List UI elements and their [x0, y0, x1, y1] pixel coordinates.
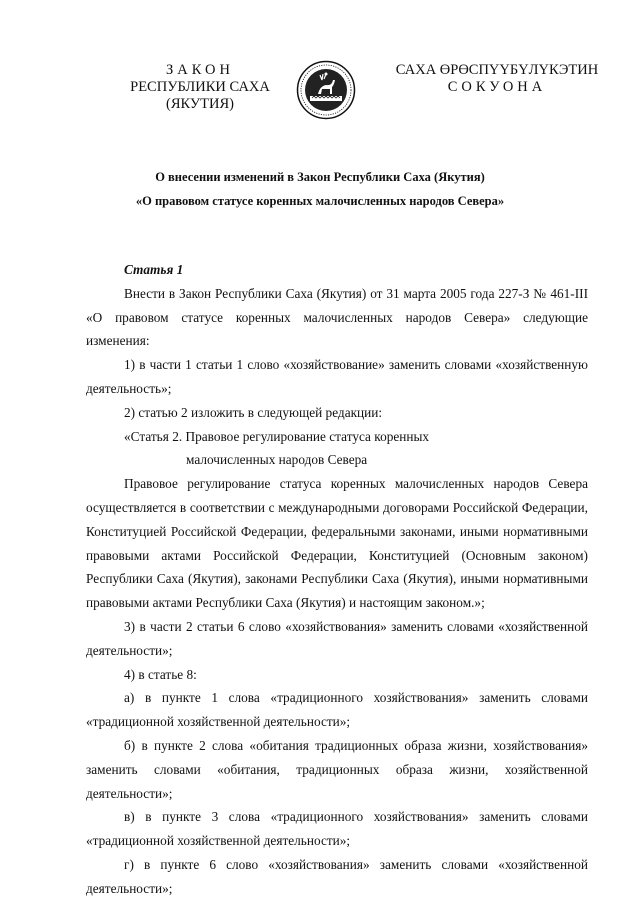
header-right-subtitle: СОКУОНА: [447, 79, 547, 95]
coat-of-arms-emblem: [296, 60, 356, 120]
header-left-subtitle: РЕСПУБЛИКИ САХА (ЯКУТИЯ): [130, 79, 270, 112]
article-item-4a: а) в пункте 1 слова «традиционного хозяйствования» заменить словами «традиционной хозяйственной деятельности»;: [86, 690, 588, 730]
article-item-4g: г) в пункте 6 слово «хозяйствования» заменить словами «хозяйственной деятельности»;: [86, 856, 588, 896]
quoted-article-body: Правовое регулирование статуса коренных малочисленных народов Севера осуществляется в соответствии с международными договорами Российской Федерации, Конституцией Российской Федерации, федеральными законами, иными нормативными правовыми актами Российской Федерации, Конституцией (Основным законом) Республики Саха (Якутия), законами Республики Саха (Якутия), иными нормативными правовыми актами Республики Саха (Якутия) и настоящим законом.»;: [86, 476, 588, 611]
title-line-1: О внесении изменений в Закон Республики Саха (Якутия): [155, 170, 485, 184]
header-right: [392, 62, 602, 96]
article-item-4b: б) в пункте 2 слова «обитания традиционных образа жизни, хозяйствования» заменить словами «обитания, традиционных образа жизни, хозяйственной деятельности»;: [86, 737, 588, 801]
header-left: [100, 62, 300, 113]
article-heading: Статья 1: [124, 262, 184, 277]
article-item-4: 4) в статье 8:: [124, 666, 197, 682]
document-title: [0, 165, 640, 213]
article-intro: Внести в Закон Республики Саха (Якутия) от 31 марта 2005 года 227-З № 461-III «О правовом статусе коренных малочисленных народов Севера» следующие изменения:: [86, 285, 588, 349]
article-item-4v: в) в пункте 3 слова «традиционного хозяйствования» заменить словами «традиционной хозяйственной деятельности»;: [86, 809, 588, 849]
document-body: [86, 258, 588, 901]
article-item-2: 2) статью 2 изложить в следующей редакции:: [124, 404, 383, 420]
header-right-title: САХА ӨРӨСПҮҮБҮЛҮКЭТИН: [395, 62, 599, 78]
article-item-3: 3) в части 2 статьи 6 слово «хозяйствования» заменить словами «хозяйственной деятельности»;: [86, 618, 588, 658]
quoted-article-heading-2: малочисленных народов Севера: [186, 452, 368, 468]
header-left-title: ЗАКОН: [166, 62, 234, 78]
article-item-1: 1) в части 1 статьи 1 слово «хозяйствование» заменить словами «хозяйственную деятельность»;: [86, 357, 588, 396]
document-header: [0, 62, 640, 142]
title-line-2: «О правовом статусе коренных малочисленных народов Севера»: [135, 194, 505, 208]
quoted-article-heading-1: «Статья 2. Правовое регулирование статуса коренных: [124, 428, 430, 444]
